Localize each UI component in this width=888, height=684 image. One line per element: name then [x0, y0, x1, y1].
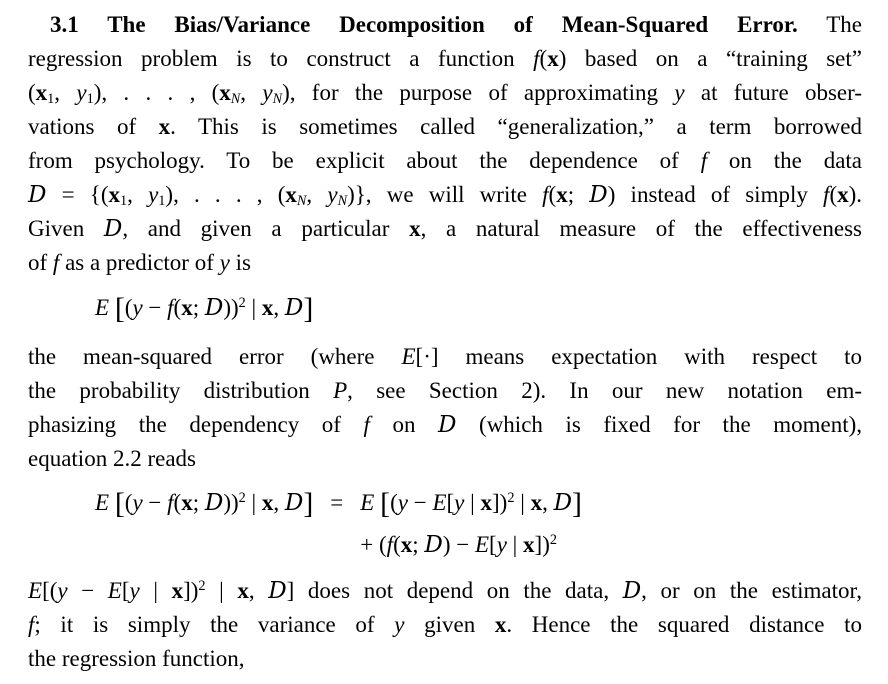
- text-line: regression problem is to construct a function f(x) based on a “training set”: [28, 46, 862, 71]
- text-line: the regression function,: [28, 646, 245, 671]
- section-heading-line: 3.1 The Bias/Variance Decomposition of Mean-Squared Error. The: [50, 12, 862, 37]
- text-line: phasizing the dependency of f on D (which is fixed for the moment),: [28, 412, 863, 438]
- text-line: ($x_1$, $y_1$), . . . , ($x_N$, $y_N$), for the purpose of approximating y at future obser-: [28, 80, 862, 107]
- text-line: equation 2.2 reads: [28, 446, 196, 471]
- equation-rhs-line-1: E [(y − E[y | x])$^2$ | x, D]: [360, 486, 582, 520]
- equation-decomposition: [95, 482, 862, 566]
- text-line: the mean-squared error (where E[·] means expectation with respect to: [28, 344, 863, 369]
- equation-lhs: E [(y − f(x; D))$^2$ | x, D]: [95, 486, 314, 520]
- text-line: the probability distribution P, see Section 2). In our new notation em-: [28, 378, 862, 403]
- paragraph-variance: [28, 574, 862, 676]
- text-line: Given D, and given a particular x, a natural measure of the effectiveness: [28, 216, 862, 242]
- paragraph-notation: [28, 340, 862, 476]
- equation-rhs: [360, 482, 582, 566]
- text-line: $D = \{(x_1$, $y_1$), . . . , ($x_N$, $y_N$)}, we will write f(x; D) instead of simply f(x).: [28, 182, 863, 209]
- text-line: f; it is simply the variance of y given x. Hence the squared distance to: [28, 612, 862, 637]
- text-line: from psychology. To be explicit about the dependence of f on the data: [28, 148, 862, 173]
- text-line: of f as a predictor of y is: [28, 250, 251, 275]
- paragraph-intro: [28, 8, 862, 280]
- text-line: E[(y − E[y | x])$^2$ | x, D] does not depend on the data, D, or on the estimator,: [28, 578, 863, 604]
- equation-mse-definition: [95, 288, 862, 328]
- equation-rhs-line-2: + (f(x; D) − E[y | x])$^2$: [360, 532, 557, 558]
- text-line: vations of x. This is sometimes called “generalization,” a term borrowed: [28, 114, 862, 139]
- equation-line: E [(y − f(x; D))$^2$ | x, D]: [95, 291, 314, 325]
- equals-sign: =: [330, 490, 344, 515]
